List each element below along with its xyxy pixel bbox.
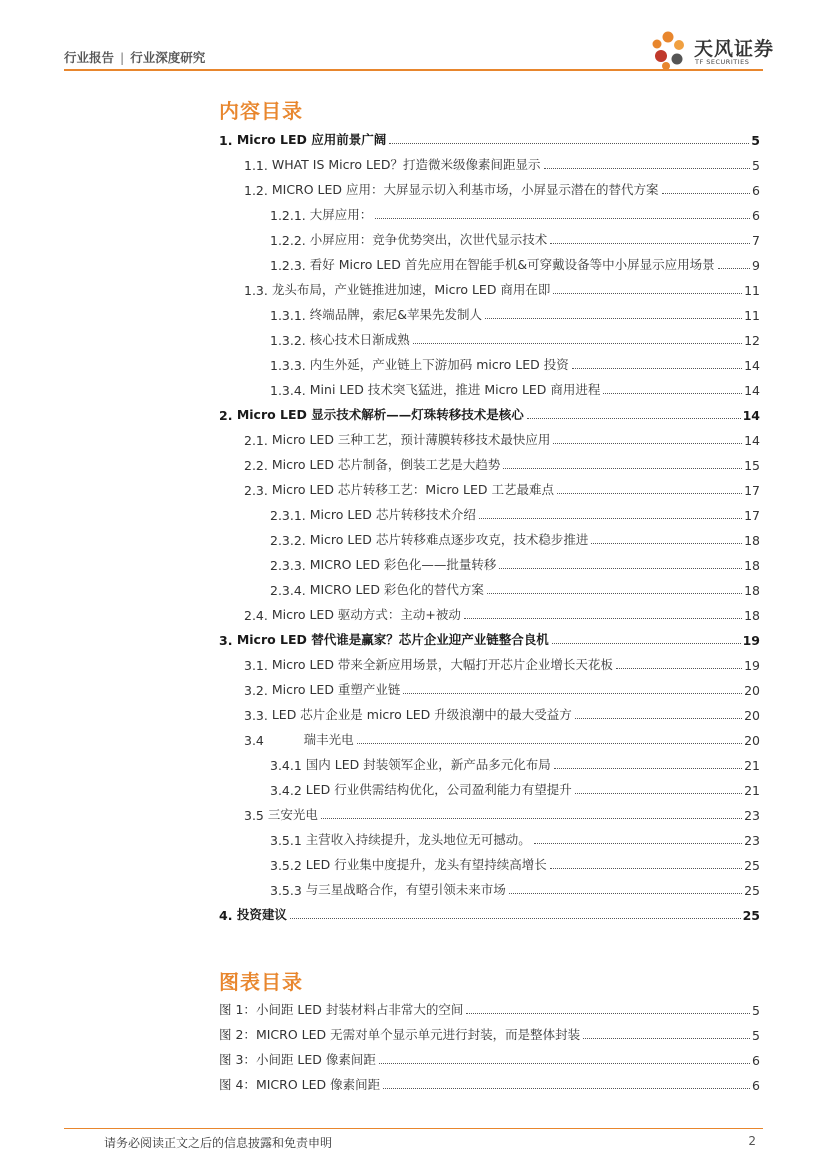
header-separator: |: [120, 50, 125, 65]
toc-leader-dots: [572, 368, 742, 369]
toc-leader-dots: [485, 318, 742, 319]
toc-entry-title: 终端品牌，索尼&苹果先发制人: [309, 307, 483, 322]
tf-securities-logo: [648, 30, 775, 72]
toc-entry-title: Micro LED 芯片转移工艺：Micro LED 工艺最难点: [271, 482, 554, 497]
toc-entry[interactable]: [270, 828, 760, 848]
toc-entry-title: MICRO LED 应用：大屏显示切入利基市场，小屏显示潜在的替代方案: [271, 182, 659, 197]
footer-rule: [64, 1128, 763, 1129]
toc-leader-dots: [616, 668, 742, 669]
toc-leader-dots: [575, 718, 742, 719]
toc-entry[interactable]: [244, 478, 760, 498]
toc-entry-title: 核心技术日渐成熟: [309, 332, 410, 347]
toc-entry-number: 2.4.: [244, 608, 268, 623]
toc-entry-page: 19: [744, 658, 760, 673]
toc-entry[interactable]: [270, 528, 760, 548]
toc-entry[interactable]: [244, 703, 760, 723]
toc-entry-number: 1.3.3.: [270, 358, 306, 373]
toc-entry-page: 18: [744, 583, 760, 598]
report-category: 行业报告: [64, 50, 115, 65]
toc-leader-dots: [413, 343, 742, 344]
toc-entry-page: 15: [744, 458, 760, 473]
toc-entry-page: 23: [744, 808, 760, 823]
toc-entry-page: 20: [744, 708, 760, 723]
toc-entry-title: 看好 Micro LED 首先应用在智能手机&可穿戴设备等中小屏显示应用场景: [309, 257, 715, 272]
toc-entry[interactable]: [244, 428, 760, 448]
toc-entry-page: 7: [752, 233, 760, 248]
figure-entry[interactable]: [219, 998, 760, 1018]
toc-entry[interactable]: [219, 628, 760, 648]
figure-page: 5: [752, 1003, 760, 1018]
toc-leader-dots: [550, 868, 742, 869]
toc-entry-title: 瑞丰光电: [303, 732, 354, 747]
toc-leader-dots: [527, 418, 741, 419]
figure-label: 图 2：: [219, 1027, 256, 1042]
toc-entry[interactable]: [270, 553, 760, 573]
toc-leader-dots: [557, 493, 742, 494]
logo-mark-icon: [648, 30, 692, 72]
toc-entry[interactable]: [270, 328, 760, 348]
toc-entry-number: 1.3.2.: [270, 333, 306, 348]
toc-leader-dots: [718, 268, 750, 269]
toc-entry-number: 3.3.: [244, 708, 268, 723]
toc-entry-page: 25: [744, 858, 760, 873]
toc-leader-dots: [544, 168, 751, 169]
toc-entry-page: 11: [744, 308, 760, 323]
toc-entry[interactable]: [270, 503, 760, 523]
toc-entry-page: 6: [752, 208, 760, 223]
toc-entry-number: 3.4: [244, 733, 264, 748]
toc-entry-number: 3.2.: [244, 683, 268, 698]
toc-entry-page: 5: [752, 158, 760, 173]
figure-page: 5: [752, 1028, 760, 1043]
toc-leader-dots: [553, 443, 742, 444]
toc-entry-page: 12: [744, 333, 760, 348]
figure-leader-dots: [383, 1088, 750, 1089]
toc-entry-page: 20: [744, 683, 760, 698]
toc-entry-title: 小屏应用：竞争优势突出，次世代显示技术: [309, 232, 548, 247]
toc-entry-page: 14: [742, 408, 760, 423]
toc-entry-number: 2.2.: [244, 458, 268, 473]
toc-leader-dots: [499, 568, 742, 569]
toc-entry[interactable]: [219, 128, 760, 148]
toc-leader-dots: [575, 793, 742, 794]
toc-leader-dots: [375, 218, 750, 219]
toc-entry-page: 14: [744, 383, 760, 398]
toc-entry[interactable]: [270, 878, 760, 898]
toc-entry-title: LED 行业供需结构优化，公司盈利能力有望提升: [305, 782, 572, 797]
toc-entry-title: Micro LED 应用前景广阔: [236, 132, 387, 147]
toc-leader-dots: [479, 518, 742, 519]
figure-leader-dots: [379, 1063, 750, 1064]
toc-entry-number: 2.3.2.: [270, 533, 306, 548]
toc-entry-page: 9: [752, 258, 760, 273]
logo-name-en: TF SECURITIES: [695, 58, 750, 66]
toc-entry[interactable]: [244, 678, 760, 698]
toc-leader-dots: [509, 893, 742, 894]
toc-entry-title: Micro LED 带来全新应用场景，大幅打开芯片企业增长天花板: [271, 657, 613, 672]
toc-entry[interactable]: [244, 803, 760, 823]
toc-leader-dots: [550, 243, 750, 244]
toc-entry[interactable]: [270, 378, 760, 398]
toc-entry-title: MICRO LED 彩色化——批量转移: [309, 557, 497, 572]
toc-entry-number: 1.2.3.: [270, 258, 306, 273]
toc-entry[interactable]: [270, 753, 760, 773]
report-header: [64, 48, 205, 66]
toc-entry-page: 17: [744, 483, 760, 498]
figure-entry[interactable]: [219, 1023, 760, 1043]
toc-entry[interactable]: [219, 403, 760, 423]
toc-entry-title: LED 行业集中度提升，龙头有望持续高增长: [305, 857, 547, 872]
figure-title: MICRO LED 无需对单个显示单元进行封装，而是整体封装: [255, 1027, 581, 1042]
toc-leader-dots: [357, 743, 742, 744]
toc-entry-title: Micro LED 驱动方式：主动+被动: [271, 607, 461, 622]
figure-leader-dots: [466, 1013, 750, 1014]
toc-leader-dots: [552, 643, 741, 644]
report-subcategory: 行业深度研究: [130, 50, 206, 65]
toc-entry[interactable]: [270, 253, 760, 273]
toc-leader-dots: [464, 618, 742, 619]
figure-title: 小间距 LED 像素间距: [255, 1052, 376, 1067]
toc-entry-number: 3.: [219, 633, 233, 648]
page-number: 2: [748, 1134, 756, 1148]
toc-entry-number: 3.4.2: [270, 783, 302, 798]
toc-entry-title: LED 芯片企业是 micro LED 升级浪潮中的最大受益方: [271, 707, 572, 722]
toc-entry[interactable]: [270, 778, 760, 798]
toc-entry-number: 2.: [219, 408, 233, 423]
toc-entry-title: Micro LED 替代谁是赢家？芯片企业迎产业链整合良机: [236, 632, 549, 647]
toc-leader-dots: [662, 193, 751, 194]
toc-leader-dots: [403, 693, 742, 694]
toc-entry-number: 3.5.2: [270, 858, 302, 873]
toc-entry-title: 内生外延，产业链上下游加码 micro LED 投资: [309, 357, 569, 372]
toc-leader-dots: [389, 143, 749, 144]
toc-leader-dots: [534, 843, 742, 844]
toc-entry[interactable]: [244, 728, 760, 748]
figure-entry[interactable]: [219, 1048, 760, 1068]
toc-entry-title: 与三星战略合作，有望引领未来市场: [305, 882, 506, 897]
toc-entry-title: 国内 LED 封装领军企业，新产品多元化布局: [305, 757, 551, 772]
figure-page: 6: [752, 1078, 760, 1093]
toc-entry-page: 19: [742, 633, 760, 648]
toc-entry[interactable]: [270, 353, 760, 373]
toc-leader-dots: [554, 768, 742, 769]
toc-entry-page: 20: [744, 733, 760, 748]
figure-page: 6: [752, 1053, 760, 1068]
figure-leader-dots: [583, 1038, 750, 1039]
figure-title: 小间距 LED 封装材料占非常大的空间: [255, 1002, 464, 1017]
toc-entry-title: WHAT IS Micro LED？打造微米级像素间距显示: [271, 157, 541, 172]
toc-entry-number: 1.2.: [244, 183, 268, 198]
toc-entry-number: 3.5: [244, 808, 264, 823]
toc-entry-title: Micro LED 芯片制备，倒装工艺是大趋势: [271, 457, 501, 472]
toc-entry-page: 5: [751, 133, 760, 148]
toc-entry[interactable]: [244, 453, 760, 473]
toc-entry-number: 1.3.: [244, 283, 268, 298]
logo-name-cn: 天风证券: [694, 38, 775, 60]
toc-entry-page: 21: [744, 783, 760, 798]
toc-entry-title: Micro LED 芯片转移技术介绍: [309, 507, 476, 522]
header-rule: [64, 69, 763, 71]
toc-entry-number: 2.3.: [244, 483, 268, 498]
toc-entry-number: 1.: [219, 133, 233, 148]
figure-label: 图 3：: [219, 1052, 256, 1067]
toc-entry-number: 3.1.: [244, 658, 268, 673]
toc-entry-title: Micro LED 芯片转移难点逐步攻克，技术稳步推进: [309, 532, 589, 547]
toc-entry-title: 主营收入持续提升，龙头地位无可撼动。: [305, 832, 531, 847]
toc-entry-title: Micro LED 显示技术解析——灯珠转移技术是核心: [236, 407, 524, 422]
toc-entry-title: Micro LED 三种工艺，预计薄膜转移技术最快应用: [271, 432, 551, 447]
toc-leader-dots: [290, 918, 741, 919]
toc-entry-number: 3.5.3: [270, 883, 302, 898]
toc-entry-page: 21: [744, 758, 760, 773]
toc-entry-page: 6: [752, 183, 760, 198]
toc-entry-title: 龙头布局，产业链推进加速，Micro LED 商用在即: [271, 282, 551, 297]
toc-entry[interactable]: [244, 153, 760, 173]
toc-entry-title: 投资建议: [236, 907, 287, 922]
toc-entry-number: 1.3.4.: [270, 383, 306, 398]
toc-entry[interactable]: [244, 178, 760, 198]
toc-entry-page: 14: [744, 433, 760, 448]
toc-entry-page: 17: [744, 508, 760, 523]
contents-title: 内容目录: [219, 99, 303, 123]
toc-entry-number: 1.1.: [244, 158, 268, 173]
toc-leader-dots: [603, 393, 742, 394]
toc-entry[interactable]: [244, 603, 760, 623]
toc-entry-page: 23: [744, 833, 760, 848]
figure-label: 图 4：: [219, 1077, 256, 1092]
toc-entry[interactable]: [244, 653, 760, 673]
toc-entry-page: 11: [744, 283, 760, 298]
toc-entry-title: 大屏应用：: [309, 207, 373, 222]
toc-entry[interactable]: [270, 228, 760, 248]
toc-entry-page: 14: [744, 358, 760, 373]
toc-entry-title: 三安光电: [267, 807, 318, 822]
toc-entry-number: 4.: [219, 908, 233, 923]
toc-entry[interactable]: [270, 203, 760, 223]
figure-label: 图 1：: [219, 1002, 256, 1017]
footer-disclaimer: 请务必阅读正文之后的信息披露和免责申明: [104, 1136, 333, 1150]
figures-title: 图表目录: [219, 970, 303, 994]
toc-entry-number: 2.3.3.: [270, 558, 306, 573]
toc-entry-title: Mini LED 技术突飞猛进，推进 Micro LED 商用进程: [309, 382, 601, 397]
toc-entry-number: 2.3.1.: [270, 508, 306, 523]
toc-leader-dots: [553, 293, 742, 294]
toc-entry[interactable]: [219, 903, 760, 923]
toc-entry-number: 2.1.: [244, 433, 268, 448]
toc-leader-dots: [503, 468, 742, 469]
toc-entry-number: 1.2.2.: [270, 233, 306, 248]
toc-leader-dots: [591, 543, 742, 544]
toc-entry[interactable]: [244, 278, 760, 298]
toc-entry-page: 18: [744, 558, 760, 573]
toc-leader-dots: [487, 593, 742, 594]
toc-entry-page: 18: [744, 533, 760, 548]
toc-entry-number: 1.3.1.: [270, 308, 306, 323]
toc-entry-title: MICRO LED 彩色化的替代方案: [309, 582, 484, 597]
toc-entry-title: Micro LED 重塑产业链: [271, 682, 401, 697]
figure-title: MICRO LED 像素间距: [255, 1077, 381, 1092]
toc-entry-page: 25: [742, 908, 760, 923]
toc-entry-page: 18: [744, 608, 760, 623]
toc-entry-number: 3.5.1: [270, 833, 302, 848]
toc-leader-dots: [321, 818, 742, 819]
toc-entry[interactable]: [270, 853, 760, 873]
toc-entry-number: 2.3.4.: [270, 583, 306, 598]
figure-entry[interactable]: [219, 1073, 760, 1093]
toc-entry-number: 3.4.1: [270, 758, 302, 773]
toc-entry[interactable]: [270, 303, 760, 323]
toc-entry[interactable]: [270, 578, 760, 598]
toc-entry-page: 25: [744, 883, 760, 898]
toc-entry-number: 1.2.1.: [270, 208, 306, 223]
